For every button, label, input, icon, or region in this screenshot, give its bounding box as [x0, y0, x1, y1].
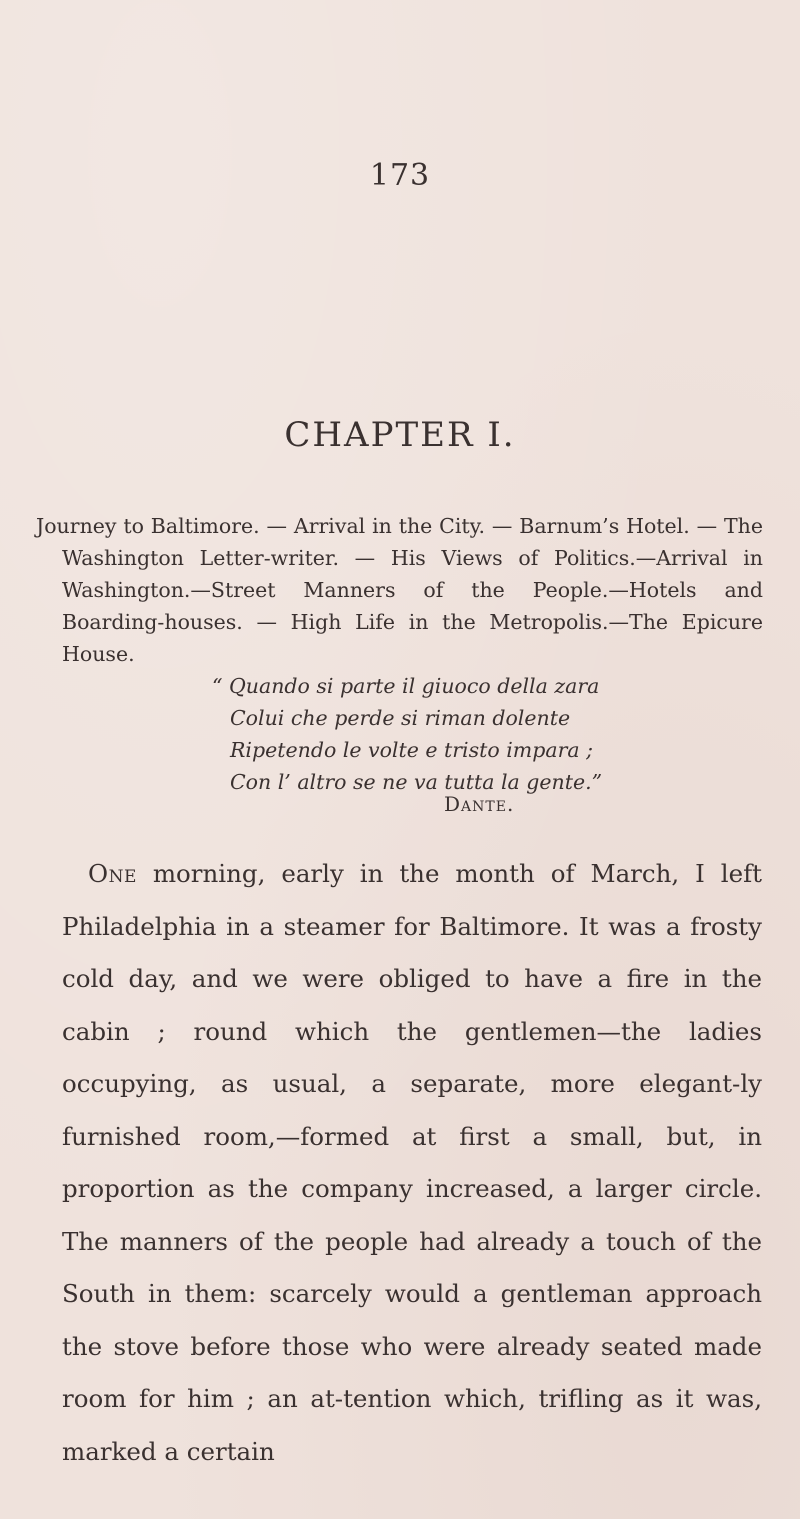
epigraph-line: Colui che perde si riman dolente — [230, 706, 571, 730]
epigraph-line: Con l’ altro se ne va tutta la gente.” — [230, 770, 603, 794]
chapter-title: CHAPTER I. — [284, 415, 516, 455]
epigraph-line: “ Quando si parte il giuoco della zara — [212, 674, 600, 698]
epigraph-attribution: Dante. — [444, 792, 515, 816]
body-first-word: One — [88, 859, 137, 888]
epigraph-line: Ripetendo le volte e tristo impara ; — [230, 738, 594, 762]
page-number: 173 — [369, 158, 431, 193]
body-text: morning, early in the month of March, I left Philadelphia in a steamer for Baltimore. It was a frosty cold day, and we were obliged to have a fire in the cabin ; round which the gentlemen—the ladies occupying, as usual, a separate, more elegant-ly furnished room,—formed at first a small, but, in proportion as the company increased, a larger circle. The manners of the people had already a touch of the South in them: scarcely would a gentleman approach the stove before those who were already seated made room for him ; an at-tention which, trifling as it was, marked a certain — [62, 859, 762, 1466]
epigraph — [212, 670, 602, 798]
chapter-synopsis: Journey to Baltimore. — Arrival in the City. — Barnum’s Hotel. — The Washington Letter-writer. — His Views of Politics.—Arrival in Washington.—Street Manners of the People.—Hotels and Boarding-houses. — High Life in the Metropolis.—The Epicure House. — [36, 514, 763, 666]
body-paragraph — [62, 848, 762, 1478]
